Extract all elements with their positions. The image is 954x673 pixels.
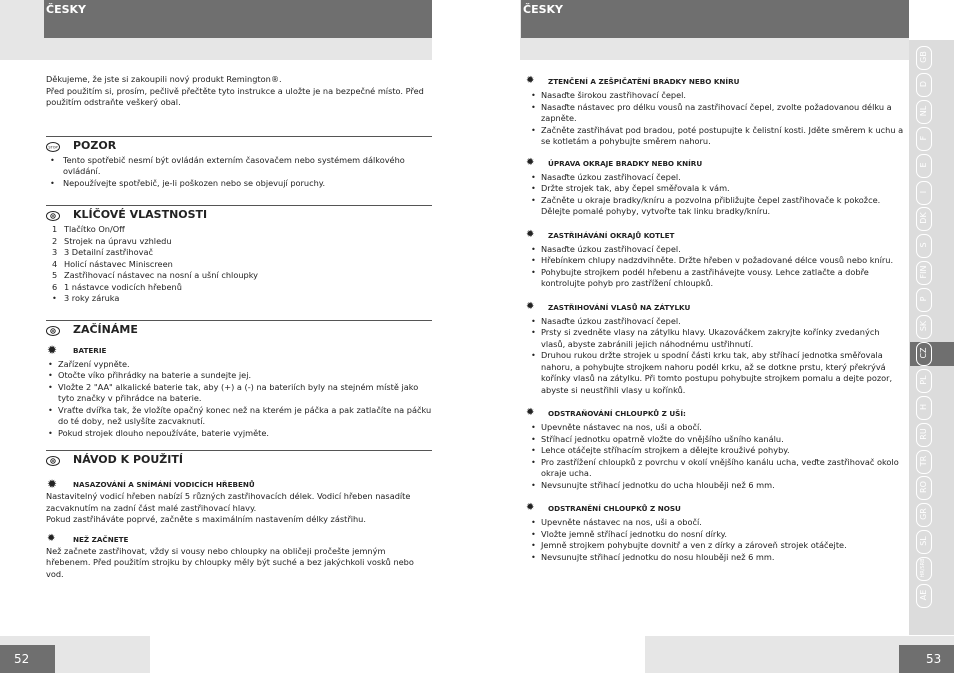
language-tab-d[interactable] <box>910 73 936 95</box>
feature-text: Tlačítko On/Off <box>64 224 125 234</box>
language-tab-label: CZ <box>918 347 928 359</box>
right-section-item: • Hřebínkem chlupy nadzdvihněte. Držte hřeben v požadované délce vousů nebo kníru. <box>529 255 905 267</box>
feature-text: Strojek na úpravu vzhledu <box>64 235 172 246</box>
language-tab-label: H <box>918 403 928 410</box>
before-start-text: Než začnete zastřihovat, vždy si vousy nebo chloupky na obličeji pročešte jemným hřebenem. Před použitím strojku by chloupky měly být suché a bez jakýchkoli vosků nebo vod. <box>46 545 414 579</box>
language-tab-label: DK <box>918 212 928 225</box>
pozor-title: POZOR <box>73 138 117 152</box>
language-tab-f[interactable] <box>910 127 936 149</box>
right-section-list <box>529 90 905 148</box>
language-tab-label: NL <box>918 105 928 117</box>
feature-number: 4 <box>52 258 58 269</box>
sun-icon: ✹ <box>526 75 535 86</box>
right-section-heading <box>525 228 905 244</box>
battery-subheading <box>46 343 432 359</box>
eye-icon <box>46 211 60 221</box>
battery-item: • Vraťte dvířka tak, že vložíte opačný konec než na kterém je páčka a pak zatlačíte na páčku do té doby, než uslyšíte zacvaknutí. <box>46 405 432 428</box>
start-section-header <box>46 320 432 341</box>
left-page-number-text: 52 <box>14 652 30 666</box>
language-tab-pl[interactable] <box>910 369 936 391</box>
language-tab-gb[interactable] <box>910 46 936 68</box>
right-section-item: • Vložte jemně stříhací jednotku do nosní dírky. <box>529 529 905 541</box>
right-header-label: ČESKY <box>523 3 563 16</box>
right-section-item: • Nasaďte úzkou zastřihovací čepel. <box>529 172 905 184</box>
right-section-title: ZASTŘIHOVÁNÍ VLASŮ NA ZÁTYLKU <box>548 302 691 312</box>
language-tab-label: E <box>918 162 928 168</box>
language-tab-label: PL <box>918 375 928 385</box>
comb-subtitle: NASAZOVÁNÍ A SNÍMÁNÍ VODICÍCH HŘEBENŮ <box>73 480 255 489</box>
left-page-number <box>0 645 55 673</box>
sun-icon: ✹ <box>526 407 535 418</box>
language-tab-ru[interactable] <box>910 423 936 445</box>
feature-text: 1 nástavce vodicích hřebenů <box>64 281 182 292</box>
sun-icon: ✹ <box>526 300 535 312</box>
language-tab-label: RO <box>918 481 928 494</box>
language-tab-tr[interactable] <box>910 450 936 472</box>
feature-number: 3 <box>52 247 58 257</box>
battery-subtitle: BATERIE <box>73 345 107 355</box>
feature-number: • <box>52 293 57 303</box>
feature-item <box>46 224 432 236</box>
before-start-subheading <box>46 532 432 548</box>
feature-number: 6 <box>52 281 58 292</box>
before-start-subtitle: NEŽ ZAČNETE <box>73 534 129 544</box>
language-tab-e[interactable] <box>910 154 936 176</box>
language-tab-label: SK <box>918 320 928 332</box>
pozor-item: • Tento spotřebič nesmí být ovládán externím časovačem nebo systémem dálkového ovládání. <box>46 155 432 178</box>
battery-list <box>46 359 432 440</box>
battery-item: • Pokud strojek dlouho nepoužíváte, baterie vyjměte. <box>46 428 432 440</box>
right-section-item: • Pohybujte strojkem podél hřebenu a zastřihávejte vousy. Lehce zatlačte a dobře kontrolujte pohyb pro zastřížení chloupků. <box>529 267 905 290</box>
right-section-item: • Nasaďte širokou zastřihovací čepel. <box>529 90 905 102</box>
language-tab-label: I <box>918 190 928 193</box>
language-tab-s[interactable] <box>910 234 936 256</box>
right-section-title: ÚPRAVA OKRAJE BRADKY NEBO KNÍRU <box>548 158 703 168</box>
right-section-item: • Druhou rukou držte strojek u spodní části krku tak, aby stříhací jednotka směřovala nahoru, a pohybujte strojkem nahoru podél krku, až se dotkne prstu, který překrývá kořínky vlasů na zátylku. Při tomto postupu pohybujte strojkem pomalu a dejte pozor, abyste si neustřihli vlasy u kořínků. <box>529 350 905 396</box>
language-tab-label: P <box>918 296 928 302</box>
feature-text: Zastřihovací nástavec na nosní a ušní chloupky <box>64 270 259 280</box>
right-section-list <box>529 316 905 397</box>
right-section-item: • Držte strojek tak, aby čepel směřovala k vám. <box>529 183 905 195</box>
right-section-title: ZASTŘIHÁVÁNÍ OKRAJŮ KOTLET <box>548 230 675 240</box>
language-tab-label: GR <box>918 508 928 521</box>
right-section-item: • Nasaďte úzkou zastřihovací čepel. <box>529 316 905 328</box>
right-section-heading <box>525 74 905 90</box>
language-tab-label: S <box>918 242 928 248</box>
battery-item: • Vložte 2 "AA" alkalické baterie tak, aby (+) a (-) na bateriích byly na stejném místě jako tyto značky v přihrádce na baterie. <box>46 382 432 405</box>
language-tab-label: D <box>918 80 928 87</box>
language-tab-fin[interactable] <box>910 261 936 283</box>
right-page-number <box>899 645 954 673</box>
language-tab-p[interactable] <box>910 288 936 310</box>
battery-item: • Otočte víko přihrádky na baterie a sundejte jej. <box>46 370 432 382</box>
right-section-list <box>529 517 905 563</box>
intro-text: Děkujeme, že jste si zakoupili nový produkt Remington®. Před použitím si, prosím, pečlivě přečtěte tyto instrukce a uložte je na bezpečné místo. Před použitím odstraňte veškerý obal. <box>46 74 424 107</box>
right-section-heading <box>525 501 905 517</box>
comb-text: Nastavitelný vodicí hřeben nabízí 5 různých zastřihovacích délek. Vodicí hřeben nasadíte zacvaknutím na zadní část malé zastřihovací hlavy. Pokud zastřiháváte poprvé, začněte s maximálním nastavením délky zástřihu. <box>46 491 411 524</box>
right-section-heading <box>525 406 905 422</box>
language-tab-label: SL <box>918 536 928 546</box>
language-tab-ro[interactable] <box>910 476 936 498</box>
language-tab-label: TR <box>918 455 928 466</box>
right-section-item: • Nevsunujte střihací jednotku do ucha hlouběji než 6 mm. <box>529 480 905 492</box>
right-section-heading <box>525 300 905 316</box>
right-section-item: • Stříhací jednotku opatrně vložte do vnějšího ušního kanálu. <box>529 434 905 446</box>
right-section-item: • Upevněte nástavec na nos, uši a obočí. <box>529 517 905 529</box>
sun-icon: ✹ <box>526 502 535 513</box>
language-tab-nl[interactable] <box>910 100 936 122</box>
right-section-list <box>529 422 905 491</box>
sun-icon: ✹ <box>526 228 535 240</box>
language-tab-gr[interactable] <box>910 503 936 525</box>
features-title: KLÍČOVÉ VLASTNOSTI <box>73 208 208 221</box>
eye-icon <box>46 326 60 336</box>
language-tab-label: AE <box>918 589 928 601</box>
language-tab-i[interactable] <box>910 181 936 203</box>
right-section-item: • Lehce otáčejte stříhacím strojkem a dělejte krouživé pohyby. <box>529 445 905 457</box>
usage-title: NÁVOD K POUŽITÍ <box>73 453 183 466</box>
feature-item <box>46 247 432 259</box>
svg-text:STOP: STOP <box>48 145 58 149</box>
right-section-item: • Nevsunujte střihací jednotku do nosu hlouběji než 6 mm. <box>529 552 905 564</box>
language-tab-label: FIN <box>918 265 928 279</box>
right-section-item: • Jemně strojkem pohybujte dovnitř a ven z dírky a zároveň strojek otáčejte. <box>529 540 905 552</box>
language-tab-hr-srb[interactable] <box>910 557 936 579</box>
feature-text: Holicí nástavec Miniscreen <box>64 258 173 269</box>
language-tab-ae[interactable] <box>910 584 936 606</box>
eye-icon <box>46 456 60 466</box>
right-section-title: ODSTRANĚNÍ CHLOUPKŮ Z NOSU <box>548 504 681 513</box>
sun-icon: ✹ <box>47 342 58 357</box>
features-section-header <box>46 205 432 226</box>
pozor-list <box>46 155 432 190</box>
stop-icon <box>46 142 60 152</box>
language-tab-dk[interactable] <box>910 207 936 229</box>
feature-item <box>46 293 432 305</box>
features-list <box>46 224 432 305</box>
language-tab-sk[interactable] <box>910 315 936 337</box>
right-section-item: • Začněte u okraje bradky/kníru a pozvolna přibližujte čepel zastřihovače k pokožce. Dělejte pomalé pohyby, vytvořte tak linku bradky/kníru. <box>529 195 905 218</box>
right-section-title: ODSTRAŇOVÁNÍ CHLOUPKŮ Z UŠÍ: <box>548 409 686 418</box>
pozor-section-header <box>46 136 432 157</box>
language-tab-cz[interactable] <box>910 342 954 366</box>
feature-item <box>46 236 432 248</box>
feature-text: 3 Detailní zastřihovač <box>64 247 153 257</box>
comb-subheading <box>46 477 432 493</box>
right-section-item: • Upevněte nástavec na nos, uši a obočí. <box>529 422 905 434</box>
language-tab-label: RU <box>918 427 928 440</box>
right-section-item: • Nasaďte nástavec pro délku vousů na zastřihovací čepel, zvolte požadovanou délku a zapněte. <box>529 102 905 125</box>
right-column <box>526 74 905 563</box>
right-page-number-text: 53 <box>926 652 942 666</box>
feature-number: 2 <box>52 235 58 246</box>
right-section-item: • Prsty si zvedněte vlasy na zátylku hlavy. Ukazováčkem zakryjte kořínky zvedaných vlasů, abyste zabránili jejich náhodnému ustřihnutí. <box>529 327 905 350</box>
right-section-item: • Pro zastřížení chloupků z povrchu v okolí vnějšího kanálu ucha, veďte zastřihovač okolo okraje ucha. <box>529 457 905 480</box>
usage-section-header <box>46 450 432 471</box>
language-tab-label: HR/SRB <box>920 558 926 578</box>
right-section-list <box>529 172 905 218</box>
feature-number: 5 <box>52 270 58 280</box>
feature-item <box>46 259 432 271</box>
left-page-header <box>44 0 432 38</box>
language-tab-h[interactable] <box>910 396 936 418</box>
battery-item: • Zařízení vypněte. <box>46 359 432 371</box>
pozor-item: • Nepoužívejte spotřebič, je-li poškozen nebo se objevují poruchy. <box>46 178 432 190</box>
language-tab-label: GB <box>918 51 928 63</box>
sun-icon: ✹ <box>47 477 58 491</box>
language-tab-sl[interactable] <box>910 530 936 552</box>
left-column <box>46 74 432 580</box>
feature-text: 3 roky záruka <box>64 293 120 303</box>
left-header-label: ČESKY <box>46 3 86 16</box>
language-tab-label: F <box>918 135 928 140</box>
feature-item <box>46 270 432 282</box>
sun-icon: ✹ <box>47 532 56 544</box>
sun-icon: ✹ <box>526 156 535 168</box>
right-page-header <box>521 0 909 38</box>
right-section-item: • Začněte zastřihávat pod bradou, poté postupujte k čelistní kosti. Jděte směrem k uchu a se kotletám a pohybujte směrem nahoru. <box>529 125 905 148</box>
right-section-heading <box>525 156 905 172</box>
right-section-list <box>529 244 905 290</box>
right-section-title: ZTENČENÍ A ZEŠPIČATĚNÍ BRADKY NEBO KNÍRU <box>548 77 740 86</box>
right-section-item: • Nasaďte úzkou zastřihovací čepel. <box>529 244 905 256</box>
start-title: ZAČÍNÁME <box>73 322 138 336</box>
feature-number: 1 <box>52 224 58 234</box>
feature-item <box>46 282 432 294</box>
